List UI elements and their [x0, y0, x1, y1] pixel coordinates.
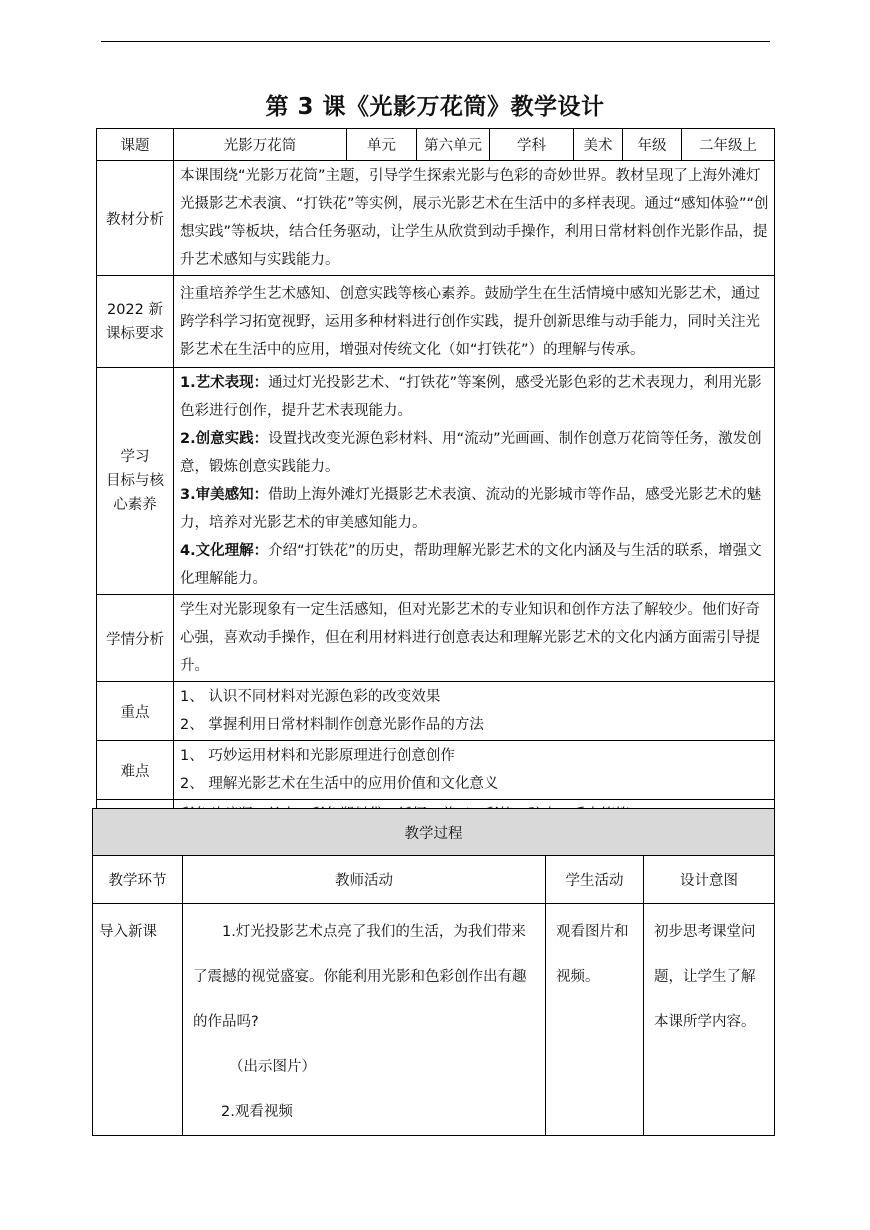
key-point-item: 2、 掌握利用日常材料制作创意光影作品的方法: [180, 717, 484, 733]
key-point-item: 1、 认识不同材料对光源色彩的改变效果: [180, 689, 441, 705]
goals-content: [174, 368, 775, 595]
goal-text: 介绍“打铁花”的历史，帮助理解光影艺术的文化内涵及与生活的联系，增强文化理解能力。: [180, 543, 762, 587]
material-analysis-label: 教材分析: [97, 161, 174, 276]
material-analysis-row: [97, 161, 775, 276]
design-intent-cell: [644, 904, 775, 1136]
teacher-activity-p2: （出示图片）: [229, 1059, 316, 1075]
student-analysis-text: 学生对光影现象有一定生活感知，但对光影艺术的专业知识和创作方法了解较少。他们好奇心强，喜欢动手操作，但在利用材料进行创意表达和理解光影艺术的文化内涵方面需引导提升。: [174, 595, 775, 682]
process-columns-row: [93, 856, 775, 904]
student-activity-text: 观看图片和视频。: [556, 924, 629, 985]
goals-label: [97, 368, 174, 595]
goal-text: 通过灯光投影艺术、“打铁花”等案例，感受光影色彩的艺术表现力，利用光影色彩进行创作，提升艺术表现能力。: [180, 375, 762, 419]
stage-cell: [93, 904, 183, 1136]
curriculum-row: [97, 276, 775, 368]
goal-title: 4.文化理解：: [180, 543, 269, 559]
column-header: 教师活动: [183, 856, 546, 904]
goals-label-line2: 目标与核: [106, 473, 164, 489]
unit-label: 单元: [347, 129, 417, 161]
difficulty-item: 1、 巧妙运用材料和光影原理进行创意创作: [180, 748, 455, 764]
info-row: [97, 129, 775, 161]
goal-item: [180, 481, 770, 537]
design-intent-text: 初步思考课堂问题，让学生了解本课所学内容。: [654, 924, 756, 1030]
teaching-process-table: [92, 808, 775, 1136]
curriculum-label-line2: 课标要求: [106, 325, 164, 342]
header-rule: [101, 41, 770, 42]
stage-text: 导入新课: [99, 924, 157, 940]
difficulties-label: 难点: [97, 741, 174, 800]
process-row: [93, 904, 775, 1136]
lesson-info-table: [96, 128, 775, 831]
goals-row: [97, 368, 775, 595]
column-header: 设计意图: [644, 856, 775, 904]
goals-label-line3: 心素养: [113, 497, 157, 513]
key-points-content: [174, 682, 775, 741]
column-header: 学生活动: [546, 856, 644, 904]
teacher-activity-p3: 2.观看视频: [221, 1104, 293, 1120]
student-activity-cell: [546, 904, 644, 1136]
goal-item: [180, 369, 770, 425]
grade-label: 年级: [623, 129, 682, 161]
document-title: 第 3 课《光影万花筒》教学设计: [265, 94, 605, 120]
difficulties-row: [97, 741, 775, 800]
topic-value: 光影万花筒: [174, 129, 347, 161]
goal-item: [180, 537, 770, 593]
topic-label: 课题: [97, 129, 174, 161]
unit-value: 第六单元: [417, 129, 490, 161]
goal-item: [180, 425, 770, 481]
teacher-activity-cell: [183, 904, 546, 1136]
process-header: 教学过程: [93, 809, 775, 856]
curriculum-text: 注重培养学生艺术感知、创意实践等核心素养。鼓励学生在生活情境中感知光影艺术，通过跨学科学习拓宽视野，运用多种材料进行创作实践，提升创新思维与动手能力，同时关注光影艺术在生活中的应用，增强对传统文化（如“打铁花”）的理解与传承。: [174, 276, 775, 368]
goal-text: 借助上海外滩灯光摄影艺术表演、流动的光影城市等作品，感受光影艺术的魅力，培养对光影艺术的审美感知能力。: [180, 487, 762, 531]
key-points-label: 重点: [97, 682, 174, 741]
process-header-row: [93, 809, 775, 856]
subject-label: 学科: [490, 129, 574, 161]
difficulties-content: [174, 741, 775, 800]
goals-label-line1: 学习: [120, 449, 150, 465]
subject-value: 美术: [574, 129, 623, 161]
difficulty-item: 2、 理解光影艺术在生活中的应用价值和文化意义: [180, 776, 499, 792]
curriculum-label: [97, 276, 174, 368]
goal-title: 3.审美感知：: [180, 487, 269, 503]
student-analysis-row: [97, 595, 775, 682]
student-analysis-label: 学情分析: [97, 595, 174, 682]
goal-title: 2.创意实践：: [180, 431, 269, 447]
grade-value: 二年级上: [682, 129, 775, 161]
goal-text: 设置找改变光源色彩材料、用“流动”光画画、制作创意万花筒等任务，激发创意，锻炼创意实践能力。: [180, 431, 762, 475]
teacher-activity-p1: 1.灯光投影艺术点亮了我们的生活，为我们带来了震撼的视觉盛宴。你能利用光影和色彩创作出有趣的作品吗?: [193, 924, 527, 1030]
goal-title: 1.艺术表现：: [180, 375, 269, 391]
curriculum-label-line1: 2022 新: [106, 301, 163, 318]
key-points-row: [97, 682, 775, 741]
column-header: 教学环节: [93, 856, 183, 904]
material-analysis-text: 本课围绕“光影万花筒”主题，引导学生探索光影与色彩的奇妙世界。教材呈现了上海外滩灯光摄影艺术表演、“打铁花”等实例，展示光影艺术在生活中的多样表现。通过“感知体验”“创想实践”等板块，结合任务驱动，让学生从欣赏到动手操作，利用日常材料创作光影作品，提升艺术感知与实践能力。: [174, 161, 775, 276]
